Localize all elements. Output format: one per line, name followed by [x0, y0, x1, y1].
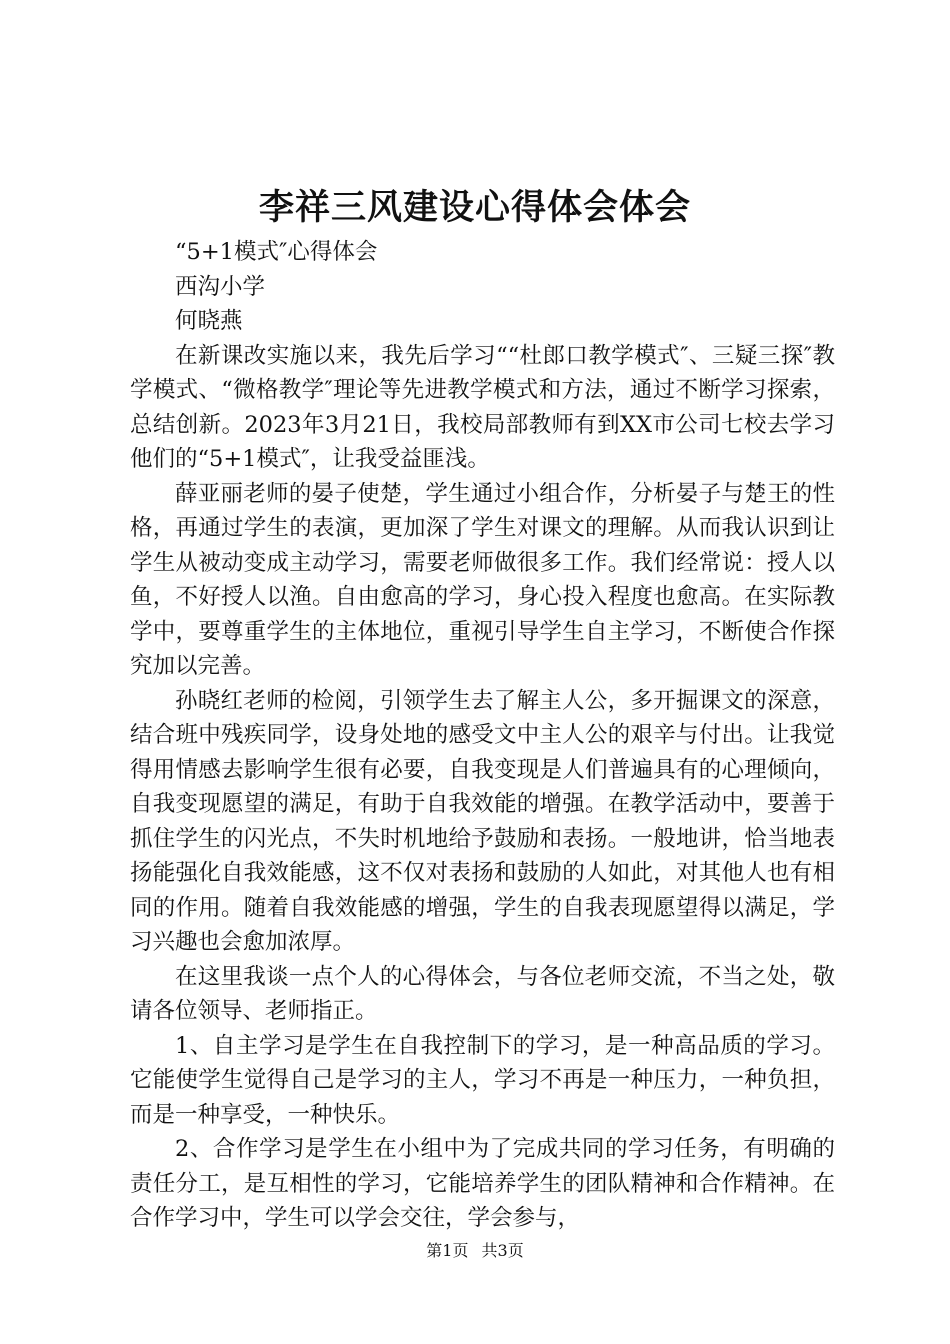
school-name: 西沟小学 — [175, 273, 266, 300]
document-subtitle: “5+1模式″心得体会 — [175, 239, 378, 265]
paragraph: 在这里我谈一点个人的心得体会，与各位老师交流，不当之处，敬请各位领导、老师指正。 — [130, 963, 835, 1024]
paragraph: 薛亚丽老师的晏子使楚，学生通过小组合作，分析晏子与楚王的性格，再通过学生的表演，更加深了学生对课文的理解。从而我认识到让学生从被动变成主动学习，需要老师做很多工作。我们经常说：授人以鱼，不好授人以渔。自由愈高的学习，身心投入程度也愈高。在实际教学中，要尊重学生的主体地位，重视引导学生自主学习，不断使合作探究加以完善。 — [130, 480, 835, 679]
paragraph: 1、自主学习是学生在自我控制下的学习，是一种高品质的学习。它能使学生觉得自己是学习的主人，学习不再是一种压力，一种负担，而是一种享受，一种快乐。 — [130, 1032, 835, 1128]
page-total: 共3页 — [481, 1241, 524, 1260]
paragraph: 在新课改实施以来，我先后学习““杜郎口教学模式″、三疑三探″教学模式、“微格教学″理论等先进教学模式和方法，通过不断学习探索，总结创新。2023年3月21日，我校局部教师有到XX市公司七校去学习他们的“5+1模式″，让我受益匪浅。 — [130, 342, 835, 472]
document-title: 李祥三风建设心得体会体会 — [258, 187, 691, 228]
paragraph: 孙晓红老师的检阅，引领学生去了解主人公，多开掘课文的深意，结合班中残疾同学，设身处地的感受文中主人公的艰辛与付出。让我觉得用情感去影响学生很有必要，自我变现是人们普遍具有的心理倾向，自我变现愿望的满足，有助于自我效能的增强。在教学活动中，要善于抓住学生的闪光点，不失时机地给予鼓励和表扬。一般地讲，恰当地表扬能强化自我效能感，这不仅对表扬和鼓励的人如此，对其他人也有相同的作用。随着自我效能感的增强，学生的自我表现愿望得以满足，学习兴趣也会愈加浓厚。 — [130, 687, 835, 955]
paragraph: 2、合作学习是学生在小组中为了完成共同的学习任务，有明确的责任分工，是互相性的学习，它能培养学生的团队精神和合作精神。在合作学习中，学生可以学会交往，学会参与， — [130, 1136, 835, 1231]
document-body — [130, 235, 835, 1236]
author-name: 何晓燕 — [175, 308, 243, 334]
page-footer — [0, 1239, 950, 1263]
page-number: 第1页 — [426, 1241, 469, 1260]
